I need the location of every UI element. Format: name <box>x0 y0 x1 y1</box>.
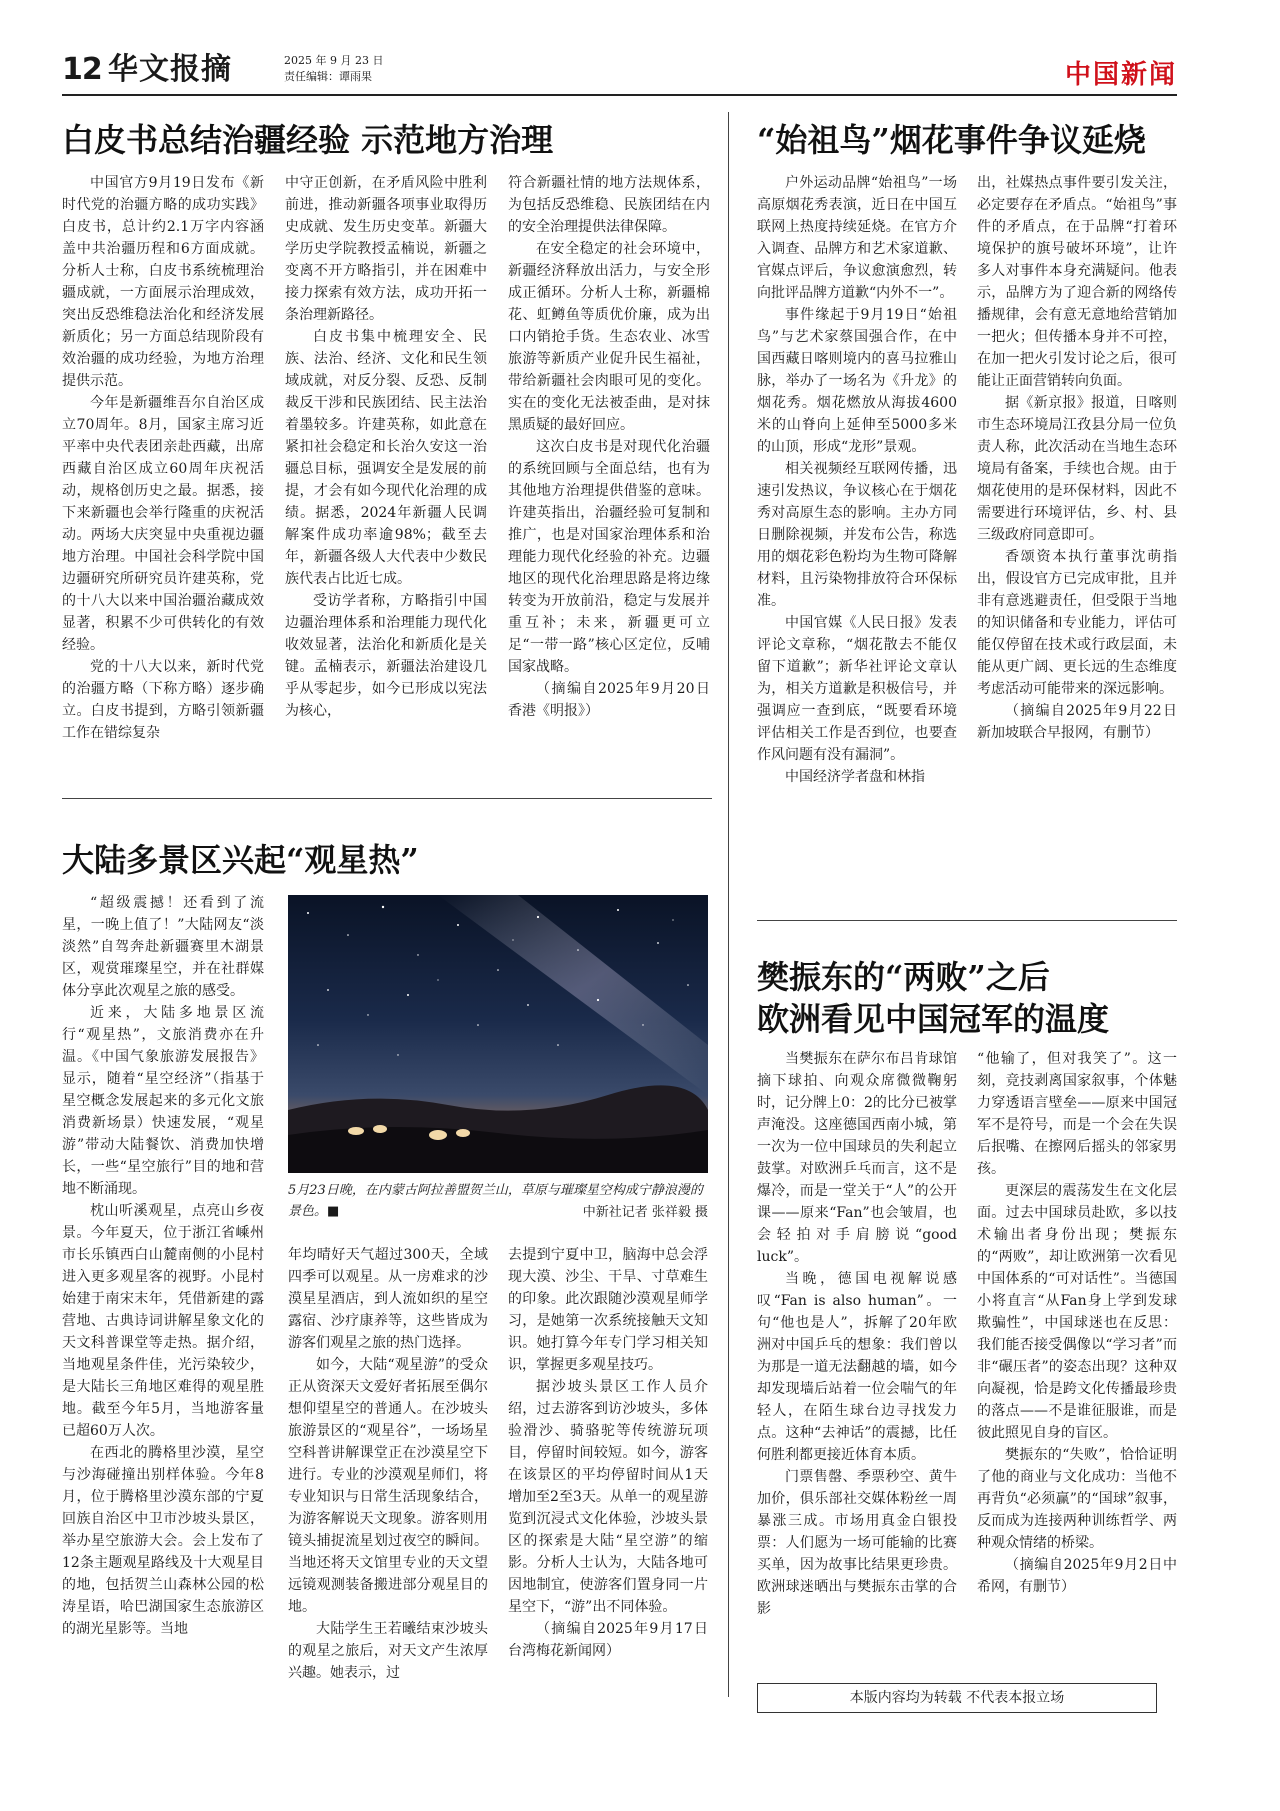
newspaper-logo: 中国新闻 <box>1064 60 1177 90</box>
article4-column1 <box>757 1048 957 1620</box>
article4-column2 <box>977 1048 1177 1598</box>
page-number: 12 <box>62 52 102 87</box>
article2-source: （摘编自2025年9月22日新加坡联合早报网，有删节） <box>977 703 1177 741</box>
paragraph: 当晚，德国电视解说感叹“Fan is also human”。一句“他也是人”，拆解了20年欧洲对中国乒乓的想象：我们曾以为那是一道无法翻越的墙，如今却发现墙后站着一位会喘气的年轻人，在陌生球台边寻找发力点。这种“去神话”的震撼，比任何胜利都更接近体育本质。 <box>757 1271 957 1463</box>
article1-column1 <box>62 172 264 744</box>
article3-source: （摘编自2025年9月17日台湾梅花新闻网） <box>508 1621 708 1659</box>
section-name: 华文报摘 <box>108 52 232 87</box>
paragraph: 据沙坡头景区工作人员介绍，过去游客到访沙坡头，多体验滑沙、骑骆驼等传统游玩项目，停留时间较短。如今，游客在该景区的平均停留时间从1天增加至2至3天。从单一的观星游览到沉浸式文化体验，沙坡头景区的探索是大陆“星空游”的缩影。分析人士认为，大陆各地可因地制宜，使游客们置身同一片星空下，“游”出不同体验。 <box>508 1379 708 1615</box>
article4-headline-line1: 樊振东的“两败”之后 <box>757 958 1050 996</box>
paragraph: 门票售罄、季票秒空、黄牛加价，俱乐部社交媒体粉丝一周暴涨三成。市场用真金白银投票：人们愿为一场可能输的比赛买单，因为故事比结果更珍贵。欧洲球迷晒出与樊振东击掌的合影 <box>757 1469 957 1617</box>
paragraph: 中国官方9月19日发布《新时代党的治疆方略的成功实践》白皮书，总计约2.1万字内容涵盖中共治疆历程和6方面成就。分析人士称，白皮书系统梳理治疆成就，一方面展示治理成效，突出反恐维稳法治化和经济发展新质化；另一方面总结现阶段有效治疆的成功经验，为地方治理提供示范。 <box>62 175 264 389</box>
section-divider-left <box>62 798 712 799</box>
paragraph: 今年是新疆维吾尔自治区成立70周年。8月，国家主席习近平率中央代表团亲赴西藏，出席西藏自治区成立60周年庆祝活动，规格创历史之最。据悉，接下来新疆也会举行隆重的庆祝活动。两场大庆突显中央重视边疆地方治理。中国社会科学院中国边疆研究所研究员许建英称，党的十八大以来中国治疆治藏成效显著，积累不少可供转化的有效经验。 <box>62 395 264 653</box>
paragraph: “他输了，但对我笑了”。这一刻，竞技剥离国家叙事，个体魅力穿透语言壁垒——原来中国冠军不是符号，而是一个会在失误后抿嘴、在擦网后摇头的邻家男孩。 <box>977 1051 1177 1177</box>
paragraph: 更深层的震荡发生在文化层面。过去中国球员赴欧，多以技术输出者身份出现；樊振东的“两败”，却让欧洲第一次看见中国体系的“可对话性”。当德国小将直言“从Fan身上学到发球欺骗性”，中国球迷也在反思：我们能否接受偶像以“学习者”而非“碾压者”的姿态出现？这种双向凝视，恰是跨文化传播最珍贵的落点——不是谁征服谁，而是彼此照见自身的盲区。 <box>977 1183 1177 1441</box>
paragraph: “超级震撼！还看到了流星，一晚上值了！”大陆网友“淡淡然”自驾奔赴新疆赛里木湖景区，观赏璀璨星空，并在社群媒体分享此次观星之旅的感受。 <box>62 895 264 999</box>
paragraph: 枕山听溪观星，点亮山乡夜景。今年夏天，位于浙江省嵊州市长乐镇西白山麓南侧的小昆村进入更多观星客的视野。小昆村始建于南宋末年，凭借新建的露营地、古典诗词讲解星象文化的天文科普课堂等走热。据介绍，当地观星条件佳，光污染较少，是大陆长三角地区难得的观星胜地。截至今年5月，当地游客量已超60万人次。 <box>62 1203 264 1439</box>
paragraph: 在安全稳定的社会环境中，新疆经济释放出活力，与安全形成正循环。分析人士称，新疆棉花、虹鳟鱼等质优价廉，成为出口内销抢手货。生态农业、冰雪旅游等新质产业促升民生福祉，带给新疆社会肉眼可见的变化。实在的变化无法被歪曲，是对抹黑质疑的最好回应。 <box>508 241 710 433</box>
paragraph: 如今，大陆“观星游”的受众正从资深天文爱好者拓展至偶尔想仰望星空的普通人。在沙坡头旅游景区的“观星谷”，一场场星空科普讲解课堂正在沙漠星空下进行。专业的沙漠观星师们，将专业知识与日常生活现象结合，为游客解说天文现象。游客则用镜头捕捉流星划过夜空的瞬间。当地还将天文馆里专业的天文望远镜观测装备搬进部分观星目的地。 <box>288 1357 488 1615</box>
paragraph: 年均晴好天气超过300天，全域四季可以观星。从一房难求的沙漠星星酒店，到人流如织的星空露宿、沙疗康养等，这些皆成为游客们观星之旅的热门选择。 <box>288 1247 488 1351</box>
section-divider-right <box>757 920 1177 921</box>
article4-source: （摘编自2025年9月2日中希网，有删节） <box>977 1557 1177 1595</box>
disclaimer-box: 本版内容均为转载 不代表本报立场 <box>757 1683 1157 1713</box>
article1-column3 <box>508 172 710 722</box>
paragraph: 香颂资本执行董事沈萌指出，假设官方已完成审批，且并非有意逃避责任，但受限于当地的知识储备和专业能力，评估可能仅停留在技术或行政层面，未能从更广阔、更长远的生态维度考虑活动可能带来的深远影响。 <box>977 549 1177 697</box>
editor-credit: 责任编辑：谭雨果 <box>284 70 372 83</box>
article2-column1 <box>757 172 957 788</box>
article4-headline-line2: 欧洲看见中国冠军的温度 <box>757 1000 1110 1038</box>
article2-column2 <box>977 172 1177 744</box>
photo-caption: 5月23日晚，在内蒙古阿拉善盟贺兰山，草原与璀璨星空构成宁静浪漫的景色。■ <box>288 1183 703 1219</box>
paragraph: 中守正创新，在矛盾风险中胜利前进，推动新疆各项事业取得历史成就、发生历史变革。新疆大学历史学院教授孟楠说，新疆之变离不开方略指引，并在困难中接力探索有效方法，成功开拓一条治理新路径。 <box>285 175 487 323</box>
article2-headline: “始祖鸟”烟花事件争议延烧 <box>757 121 1146 159</box>
article1-column2 <box>285 172 487 722</box>
paragraph: 在西北的腾格里沙漠，星空与沙海碰撞出别样体验。今年8月，位于腾格里沙漠东部的宁夏回族自治区中卫市沙坡头景区，举办星空旅游大会。会上发布了12条主题观星路线及十大观星目的地，包括贺兰山森林公园的松涛星语，哈巴湖国家生态旅游区的湖光星影等。当地 <box>62 1445 264 1637</box>
article1-source: （摘编自2025年9月20日香港《明报》） <box>508 681 710 719</box>
article1-headline: 白皮书总结治疆经验 示范地方治理 <box>62 121 554 159</box>
article3-column3 <box>508 1244 708 1662</box>
masthead <box>62 50 1177 92</box>
paragraph: 这次白皮书是对现代化治疆的系统回顾与全面总结，也有为其他地方治理提供借鉴的意味。许建英指出，治疆经验可复制和推广，也是对国家治理体系和治理能力现代化经验的补充。边疆地区的现代化治理思路是将边缘转变为开放前沿，稳定与发展并重互补；未来，新疆更可立足“一带一路”核心区定位，反哺国家战略。 <box>508 439 710 675</box>
photo-credit: 中新社记者 张祥毅 摄 <box>582 1205 708 1220</box>
paragraph: 受访学者称，方略指引中国边疆治理体系和治理能力现代化收效显著，法治化和新质化是关键。孟楠表示，新疆法治建设几乎从零起步，如今已形成以宪法为核心， <box>285 593 487 719</box>
column-divider <box>728 112 729 1697</box>
paragraph: 白皮书集中梳理安全、民族、法治、经济、文化和民生领域成就，对反分裂、反恐、反制裁反干涉和民族团结、民主法治着墨较多。许建英称，如此意在紧扣社会稳定和长治久安这一治疆总目标，强调安全是发展的前提，才会有如今现代化治理的成绩。据悉，2024年新疆人民调解案件成功率逾98%；截至去年，新疆各级人大代表中少数民族代表占比近七成。 <box>285 329 487 587</box>
paragraph: 大陆学生王若曦结束沙坡头的观星之旅后，对天文产生浓厚兴趣。她表示，过 <box>288 1621 488 1681</box>
masthead-rule <box>62 94 1177 96</box>
paragraph: 中国经济学者盘和林指 <box>785 769 925 785</box>
starry-sky-photo <box>288 895 708 1173</box>
paragraph: 事件缘起于9月19日“始祖鸟”与艺术家蔡国强合作，在中国西藏日喀则境内的喜马拉雅山脉，举办了一场名为《升龙》的烟花秀。烟花燃放从海拔4600米的山脊向上延伸至5000多米的山顶，形成“龙形”景观。 <box>757 307 957 455</box>
paragraph: 当樊振东在萨尔布吕肯球馆摘下球拍、向观众席微微鞠躬时，记分牌上0：2的比分已被掌声淹没。这座德国西南小城，第一次为一位中国球员的失利起立鼓掌。对欧洲乒乓而言，这不是爆冷，而是一堂关于“人”的公开课——原来“Fan”也会皱眉，也会轻拍对手肩膀说“good luck”。 <box>757 1051 957 1265</box>
paragraph: 出，社媒热点事件要引发关注，必定要存在矛盾点。“始祖鸟”事件的矛盾点，在于品牌“打着环境保护的旗号破坏环境”，让许多人对事件本身充满疑问。他表示，品牌方为了迎合新的网络传播规律，会有意无意地给营销加一把火；但传播本身并不可控，在加一把火引发讨论之后，很可能让正面营销转向负面。 <box>977 175 1177 389</box>
paragraph: 据《新京报》报道，日喀则市生态环境局江孜县分局一位负责人称，此次活动在当地生态环境局有备案，手续也合规。由于烟花使用的是环保材料，因此不需要进行环境评估，乡、村、县三级政府同意即可。 <box>977 395 1177 543</box>
article3-column1 <box>62 892 264 1640</box>
article3-column2 <box>288 1244 488 1684</box>
paragraph: 中国官媒《人民日报》发表评论文章称，“烟花散去不能仅留下道歉”；新华社评论文章认为，相关方道歉是积极信号，并强调应一查到底，“既要看环境评估相关工作是否到位，也要查作风问题有没有漏洞”。 <box>757 615 957 763</box>
paragraph: 近来，大陆多地景区流行“观星热”，文旅消费亦在升温。《中国气象旅游发展报告》显示，随着“星空经济”（指基于星空概念发展起来的多元化文旅消费新场景）快速发展，“观星游”带动大陆餐饮、消费加快增长，一些“星空旅行”目的地和营地不断涌现。 <box>62 1005 264 1197</box>
article3-headline: 大陆多景区兴起“观星热” <box>62 841 419 879</box>
paragraph: 党的十八大以来，新时代党的治疆方略（下称方略）逐步确立。白皮书提到，方略引领新疆工作在错综复杂 <box>62 659 264 741</box>
paragraph: 相关视频经互联网传播，迅速引发热议，争议核心在于烟花秀对高原生态的影响。主办方同日删除视频，并发布公告，称选用的烟花彩色粉均为生物可降解材料，且污染物排放符合环保标准。 <box>757 461 957 609</box>
paragraph: 樊振东的“失败”，恰恰证明了他的商业与文化成功：当他不再背负“必须赢”的“国球”叙事，反而成为连接两种训练哲学、两种观众情绪的桥梁。 <box>977 1447 1177 1551</box>
paragraph: 符合新疆社情的地方法规体系，为包括反恐维稳、民族团结在内的安全治理提供法律保障。 <box>508 175 710 235</box>
issue-date: 2025 年 9 月 23 日 <box>284 54 384 67</box>
paragraph: 户外运动品牌“始祖鸟”一场高原烟花秀表演，近日在中国互联网上热度持续延烧。在官方介入调查、品牌方和艺术家道歉、官媒点评后，争议愈演愈烈，转向批评品牌方道歉“内外不一”。 <box>757 175 957 301</box>
paragraph: 去提到宁夏中卫，脑海中总会浮现大漠、沙尘、干旱、寸草难生的印象。此次跟随沙漠观星师学习，是她第一次系统接触天文知识。她打算今年专门学习相关知识，掌握更多观星技巧。 <box>508 1247 708 1373</box>
